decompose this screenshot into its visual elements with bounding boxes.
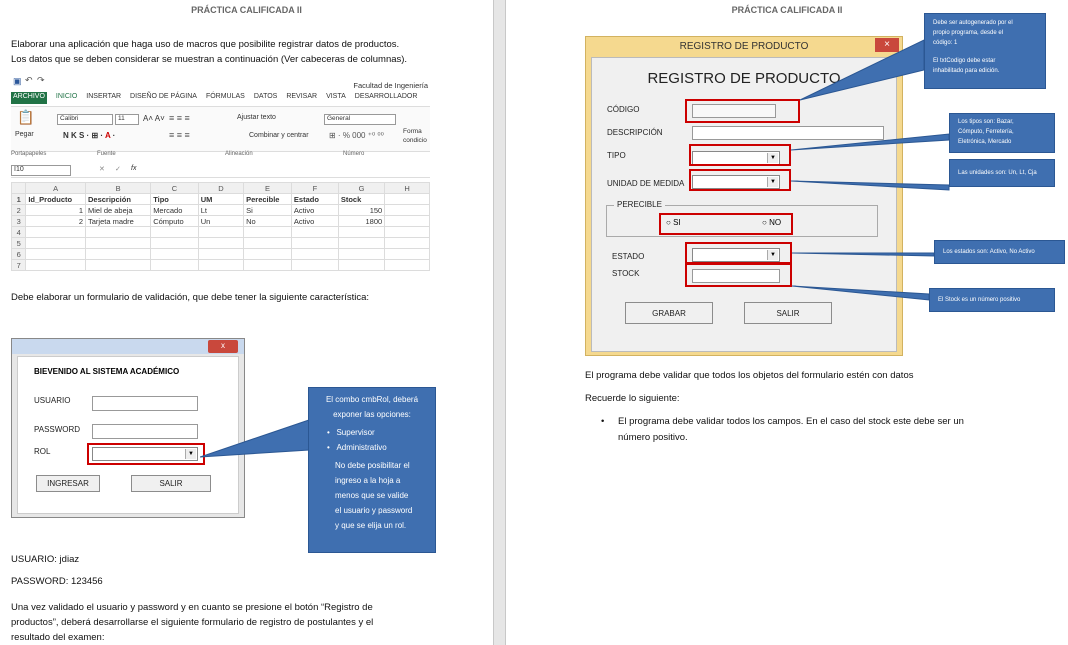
name-box[interactable]: I10	[11, 165, 71, 176]
col-header[interactable]: F	[291, 183, 338, 194]
login-button[interactable]: INGRESAR	[36, 475, 100, 492]
col-header[interactable]: B	[85, 183, 150, 194]
col-header[interactable]: A	[26, 183, 86, 194]
usuario-text: USUARIO: jdiaz	[11, 554, 80, 565]
remember-text: Recuerde lo siguiente:	[585, 393, 680, 404]
col-header[interactable]: H	[385, 183, 430, 194]
save-button[interactable]: GRABAR	[625, 302, 713, 324]
cell[interactable]: Cómputo	[151, 216, 199, 227]
user-label: USUARIO	[34, 396, 71, 405]
intro-line-2: Los datos que se deben considerar se muestran a continuación (Ver cabeceras de columnas).	[11, 54, 408, 65]
chevron-down-icon[interactable]: ▼	[185, 449, 196, 459]
row-number[interactable]: 5	[12, 238, 26, 249]
callout-note-2: ingreso a la hoja a	[335, 476, 401, 485]
close-icon: x	[221, 341, 225, 350]
cell[interactable]: Miel de abeja	[85, 205, 150, 216]
col-header[interactable]: G	[338, 183, 384, 194]
cell[interactable]: 1	[26, 205, 86, 216]
tipo-callout	[949, 113, 1055, 153]
validation-text: Debe elaborar un formulario de validación, que debe tener la siguiente característica:	[11, 292, 370, 303]
password-label: PASSWORD	[34, 425, 81, 434]
tab-archivo[interactable]: ARCHIVO	[11, 92, 47, 104]
rol-combo[interactable]	[92, 447, 198, 461]
callout-note-5: y que se elija un rol.	[335, 521, 407, 530]
callout-line: El txtCodigo debe estar	[933, 58, 996, 64]
callout-line: propio programa, desde el	[933, 30, 1004, 36]
validate-text: El programa debe validar que todos los objetos del formulario estén con datos	[585, 370, 914, 381]
row-number[interactable]: 1	[12, 194, 26, 205]
cell[interactable]: Un	[198, 216, 243, 227]
cell[interactable]: Estado	[291, 194, 338, 205]
number-format-select[interactable]: General	[324, 114, 396, 125]
codigo-callout	[924, 13, 1046, 89]
final-line-1: Una vez validado el usuario y password y en cuanto se presione el botón “Registro de	[11, 602, 373, 613]
form-big-title: REGISTRO DE PRODUCTO	[647, 70, 841, 87]
page-header: PRÁCTICA CALIFICADA II	[191, 5, 302, 15]
cell[interactable]: 2	[26, 216, 86, 227]
tab-desarrollador[interactable]: DESARROLLADOR	[354, 93, 418, 100]
cell[interactable]: Activo	[291, 205, 338, 216]
chevron-down-icon[interactable]: ▼	[767, 153, 778, 163]
registro-window-title: REGISTRO DE PRODUCTO	[679, 41, 809, 52]
intro-line-1: Elaborar una aplicación que haga uso de macros que posibilite registrar datos de productos.	[11, 39, 400, 50]
ribbon-body	[11, 106, 430, 152]
cell[interactable]	[385, 205, 430, 216]
cell[interactable]: 1800	[338, 216, 384, 227]
chevron-down-icon[interactable]: ▼	[767, 177, 778, 187]
callout-note-1: No debe posibilitar el	[335, 461, 410, 470]
password-text: PASSWORD: 123456	[11, 576, 103, 587]
page-gap	[493, 0, 506, 645]
cell[interactable]: Perecible	[244, 194, 292, 205]
align-icons[interactable]: ≡ ≡ ≡	[169, 113, 190, 123]
tab-vista[interactable]: VISTA	[326, 93, 346, 100]
callout-line: Eletrónica, Mercado	[958, 139, 1012, 145]
stock-label: STOCK	[612, 269, 640, 278]
exit-button[interactable]: SALIR	[131, 475, 211, 492]
cell[interactable]: Tipo	[151, 194, 199, 205]
radio-si[interactable]: ○ SI	[666, 218, 681, 227]
left-page	[0, 0, 493, 645]
group-number: Número	[343, 151, 365, 157]
bullet-item: •	[601, 416, 605, 427]
save-icon[interactable]: ▣	[13, 76, 22, 86]
tab-inicio[interactable]: INICIO	[55, 93, 78, 100]
cell[interactable]: Mercado	[151, 205, 199, 216]
cell[interactable]: Id_Producto	[26, 194, 86, 205]
callout-line: código: 1	[933, 40, 958, 46]
callout-line: Los tipos son: Bazar,	[958, 119, 1014, 125]
excel-title-right: Facultad de Ingeniería	[353, 81, 428, 90]
callout-option-2: • Administrativo	[327, 443, 387, 452]
chevron-down-icon[interactable]: ▼	[767, 250, 778, 260]
tab-formulas[interactable]: FÓRMULAS	[205, 93, 245, 100]
group-font: Fuente	[97, 151, 116, 157]
wrap-text[interactable]: Ajustar texto	[237, 114, 276, 121]
tab-insertar[interactable]: INSERTAR	[86, 93, 122, 100]
ribbon-groups	[11, 151, 430, 160]
group-clipboard: Portapapeles	[11, 151, 47, 157]
callout-line: Los estados son: Activo, No Activo	[943, 249, 1035, 255]
bullet-line-2: número positivo.	[618, 432, 688, 443]
cell[interactable]	[385, 216, 430, 227]
estado-callout	[934, 240, 1065, 264]
cell[interactable]: Lt	[198, 205, 243, 216]
row-number[interactable]: 2	[12, 205, 26, 216]
page-header: PRÁCTICA CALIFICADA II	[731, 5, 843, 15]
login-callout-pointer	[200, 400, 310, 470]
final-line-3: resultado del examen:	[11, 632, 105, 643]
callout-line: Debe ser autogenerado por el	[933, 20, 1013, 26]
callout-line-1: El combo cmbRol, deberá	[325, 395, 419, 404]
percent-icons[interactable]: ⊞ · % 000 ⁺⁰ ⁰⁰	[329, 131, 384, 140]
tab-datos[interactable]: DATOS	[253, 93, 278, 100]
row-number[interactable]: 3	[12, 216, 26, 227]
font-grow-icon[interactable]: A˄ A˅	[143, 114, 165, 123]
merge-center[interactable]: Combinar y centrar	[249, 132, 309, 139]
final-line-2: productos”, deberá desarrollarse el siguiente formulario de registro de postulantes y el	[11, 617, 374, 628]
unidad-callout	[949, 159, 1055, 187]
col-header[interactable]: C	[151, 183, 199, 194]
cell[interactable]: 150	[338, 205, 384, 216]
formula-bar	[11, 165, 430, 178]
fx-icon[interactable]: fx	[131, 165, 137, 172]
close-icon: ×	[884, 39, 890, 50]
spreadsheet-grid	[11, 182, 430, 271]
cell[interactable]: Activo	[291, 216, 338, 227]
password-input[interactable]	[92, 424, 198, 439]
excel-titlebar	[11, 73, 430, 91]
perecible-label: PERECIBLE	[614, 200, 665, 209]
font-name-select[interactable]: Calibri	[57, 114, 113, 125]
callout-line-2: exponer las opciones:	[333, 410, 411, 419]
tab-diseno[interactable]: DISEÑO DE PÁGINA	[130, 93, 197, 100]
paste-label[interactable]: Pegar	[15, 131, 34, 138]
bold-italic-underline[interactable]: N K S · ⊞ · A ·	[63, 131, 116, 140]
col-header[interactable]: D	[198, 183, 243, 194]
exit-button[interactable]: SALIR	[744, 302, 832, 324]
bullet-line-1: El programa debe validar todos los campos. En el caso del stock este debe ser un	[618, 416, 964, 427]
row-number[interactable]: 7	[12, 260, 26, 271]
conditional-format-label[interactable]: Forma condicio	[403, 128, 427, 144]
callout-note-3: menos que se valide	[335, 491, 409, 500]
login-callout	[308, 387, 436, 553]
cell[interactable]	[385, 194, 430, 205]
cell[interactable]: Tarjeta madre	[85, 216, 150, 227]
radio-no[interactable]: ○ NO	[762, 218, 782, 227]
row-number[interactable]: 4	[12, 227, 26, 238]
font-size-select[interactable]: 11	[115, 114, 139, 125]
group-alignment: Alineación	[225, 151, 253, 157]
undo-icon[interactable]: ↶	[25, 75, 33, 85]
redo-icon[interactable]: ↷	[37, 75, 45, 85]
rol-label: ROL	[34, 447, 51, 456]
align-icons-2[interactable]: ≡ ≡ ≡	[169, 130, 190, 140]
callout-line: Cómputo, Ferretería,	[958, 129, 1014, 135]
unidad-label: UNIDAD DE MEDIDA	[607, 179, 685, 188]
tab-revisar[interactable]: REVISAR	[286, 93, 318, 100]
cell[interactable]: Si	[244, 205, 292, 216]
cell[interactable]: UM	[198, 194, 243, 205]
callout-note-4: el usuario y password	[335, 506, 413, 515]
excel-screenshot	[11, 73, 430, 278]
login-title: BIEVENIDO AL SISTEMA ACADÉMICO	[34, 367, 180, 376]
user-input[interactable]	[92, 396, 198, 411]
tipo-label: TIPO	[607, 151, 626, 160]
callout-line: Las unidades son: Un, Lt, Cja	[958, 170, 1037, 176]
estado-label: ESTADO	[612, 252, 645, 261]
cell[interactable]: No	[244, 216, 292, 227]
callout-line: inhabilitado para edición.	[933, 68, 1000, 74]
col-header[interactable]: E	[244, 183, 292, 194]
ribbon-tabs	[11, 92, 430, 104]
stock-callout	[929, 288, 1055, 312]
paste-icon[interactable]: 📋	[17, 109, 35, 125]
callout-line: El Stock es un número positivo	[938, 297, 1021, 303]
codigo-label: CÓDIGO	[607, 105, 640, 114]
close-button[interactable]	[208, 340, 238, 353]
cancel-icon[interactable]: ✕	[99, 166, 105, 173]
right-page	[506, 0, 1068, 645]
cell[interactable]: Descripción	[85, 194, 150, 205]
cell[interactable]: Stock	[338, 194, 384, 205]
confirm-icon[interactable]: ✓	[115, 166, 121, 173]
row-number[interactable]: 6	[12, 249, 26, 260]
descripcion-label: DESCRIPCIÓN	[607, 128, 663, 137]
callout-option-1: • Supervisor	[327, 428, 375, 437]
